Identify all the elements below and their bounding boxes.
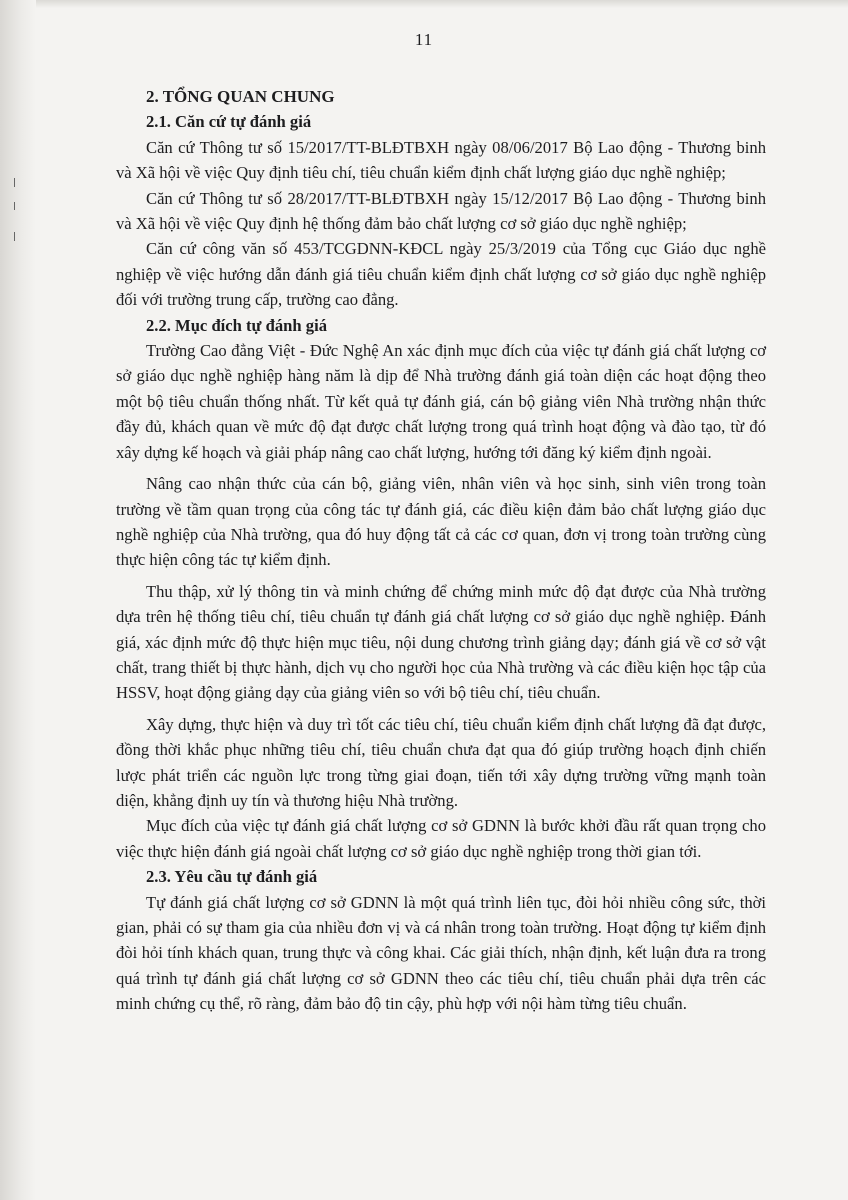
paragraph: Tự đánh giá chất lượng cơ sở GDNN là một quá trình liên tục, đòi hỏi nhiều công sức, thời gian, phải có sự tham gia của nhiều đơn vị và cá nhân trong toàn trường. Hoạt động tự kiểm định đòi hỏi tính khách quan, trung thực và công khai. Các giải thích, nhận định, kết luận đưa ra trong quá trình tự đánh giá chất lượng cơ sở GDNN theo các tiêu chí, tiêu chuẩn phải dựa trên các minh chứng cụ thể, rõ ràng, đảm bảo độ tin cậy, phù hợp với nội hàm từng tiêu chuẩn.	[116, 892, 766, 1014]
paragraph: Thu thập, xử lý thông tin và minh chứng để chứng minh mức độ đạt được của Nhà trường dựa trên hệ thống tiêu chí, tiêu chuẩn tự đánh giá chất lượng cơ sở giáo dục nghề nghiệp. Đánh giá, xác định mức độ thực hiện mục tiêu, nội dung chương trình giảng dạy; đánh giá về cơ sở vật chất, trang thiết bị thực hành, dịch vụ cho người học của Nhà trường và các điều kiện học tập của HSSV, hoạt động giảng dạy của giảng viên so với bộ tiêu chí, tiêu chuẩn.	[116, 581, 766, 703]
subsection-heading: 2.1. Căn cứ tự đánh giá	[146, 112, 312, 132]
subsection-heading: 2.2. Mục đích tự đánh giá	[146, 315, 327, 335]
scan-edge-shadow	[0, 0, 36, 1200]
section-heading: 2. TỔNG QUAN CHUNG	[146, 87, 335, 106]
paragraph: Căn cứ Thông tư số 28/2017/TT-BLĐTBXH ngày 15/12/2017 Bộ Lao động - Thương binh và Xã hội về việc Quy định hệ thống đảm bảo chất lượng cơ sở giáo dục nghề nghiệp;	[116, 188, 766, 234]
scan-mark	[14, 178, 15, 187]
scan-mark	[14, 202, 15, 210]
paragraph: Căn cứ Thông tư số 15/2017/TT-BLĐTBXH ngày 08/06/2017 Bộ Lao động - Thương binh và Xã hội về việc Quy định tiêu chí, tiêu chuẩn kiểm định chất lượng giáo dục nghề nghiệp;	[116, 137, 766, 183]
document-body	[116, 84, 766, 1017]
paragraph: Căn cứ công văn số 453/TCGDNN-KĐCL ngày 25/3/2019 của Tổng cục Giáo dục nghề nghiệp về việc hướng dẫn đánh giá tiêu chuẩn kiểm định chất lượng cơ sở giáo dục nghề nghiệp đối với trường trung cấp, trường cao đẳng.	[116, 239, 766, 310]
scan-mark	[14, 232, 15, 241]
paragraph: Trường Cao đẳng Việt - Đức Nghệ An xác định mục đích của việc tự đánh giá chất lượng cơ sở giáo dục nghề nghiệp hàng năm là dịp để Nhà trường đánh giá toàn diện các hoạt động theo một bộ tiêu chuẩn thống nhất. Từ kết quả tự đánh giá, cán bộ giảng viên Nhà trường nhận thức đầy đủ, khách quan về mức độ đạt được chất lượng trong quá trình hoạt động và đào tạo, từ đó xây dựng kế hoạch và giải pháp nâng cao chất lượng, hướng tới đăng ký kiểm định ngoài.	[116, 341, 766, 462]
scan-top-shadow	[36, 0, 848, 8]
paragraph: Nâng cao nhận thức của cán bộ, giảng viên, nhân viên và học sinh, sinh viên trong toàn trường về tầm quan trọng của công tác tự đánh giá, các điều kiện đảm bảo chất lượng giáo dục nghề nghiệp của Nhà trường, qua đó huy động tất cả các cơ quan, đơn vị trong toàn trường cùng thực hiện công tác tự kiểm định.	[116, 474, 766, 570]
paragraph: Xây dựng, thực hiện và duy trì tốt các tiêu chí, tiêu chuẩn kiểm định chất lượng đã đạt được, đồng thời khắc phục những tiêu chí, tiêu chuẩn chưa đạt qua đó giúp trường hoạch định chiến lược phát triển các nguồn lực trong từng giai đoạn, tiến tới xây dựng trường vững mạnh toàn diện, khẳng định uy tín và thương hiệu Nhà trường.	[116, 714, 766, 810]
paragraph: Mục đích của việc tự đánh giá chất lượng cơ sở GDNN là bước khởi đầu rất quan trọng cho việc thực hiện đánh giá ngoài chất lượng cơ sở giáo dục nghề nghiệp trong thời gian tới.	[116, 816, 766, 861]
page-number: 11	[414, 30, 434, 49]
subsection-heading: 2.3. Yêu cầu tự đánh giá	[146, 867, 318, 887]
